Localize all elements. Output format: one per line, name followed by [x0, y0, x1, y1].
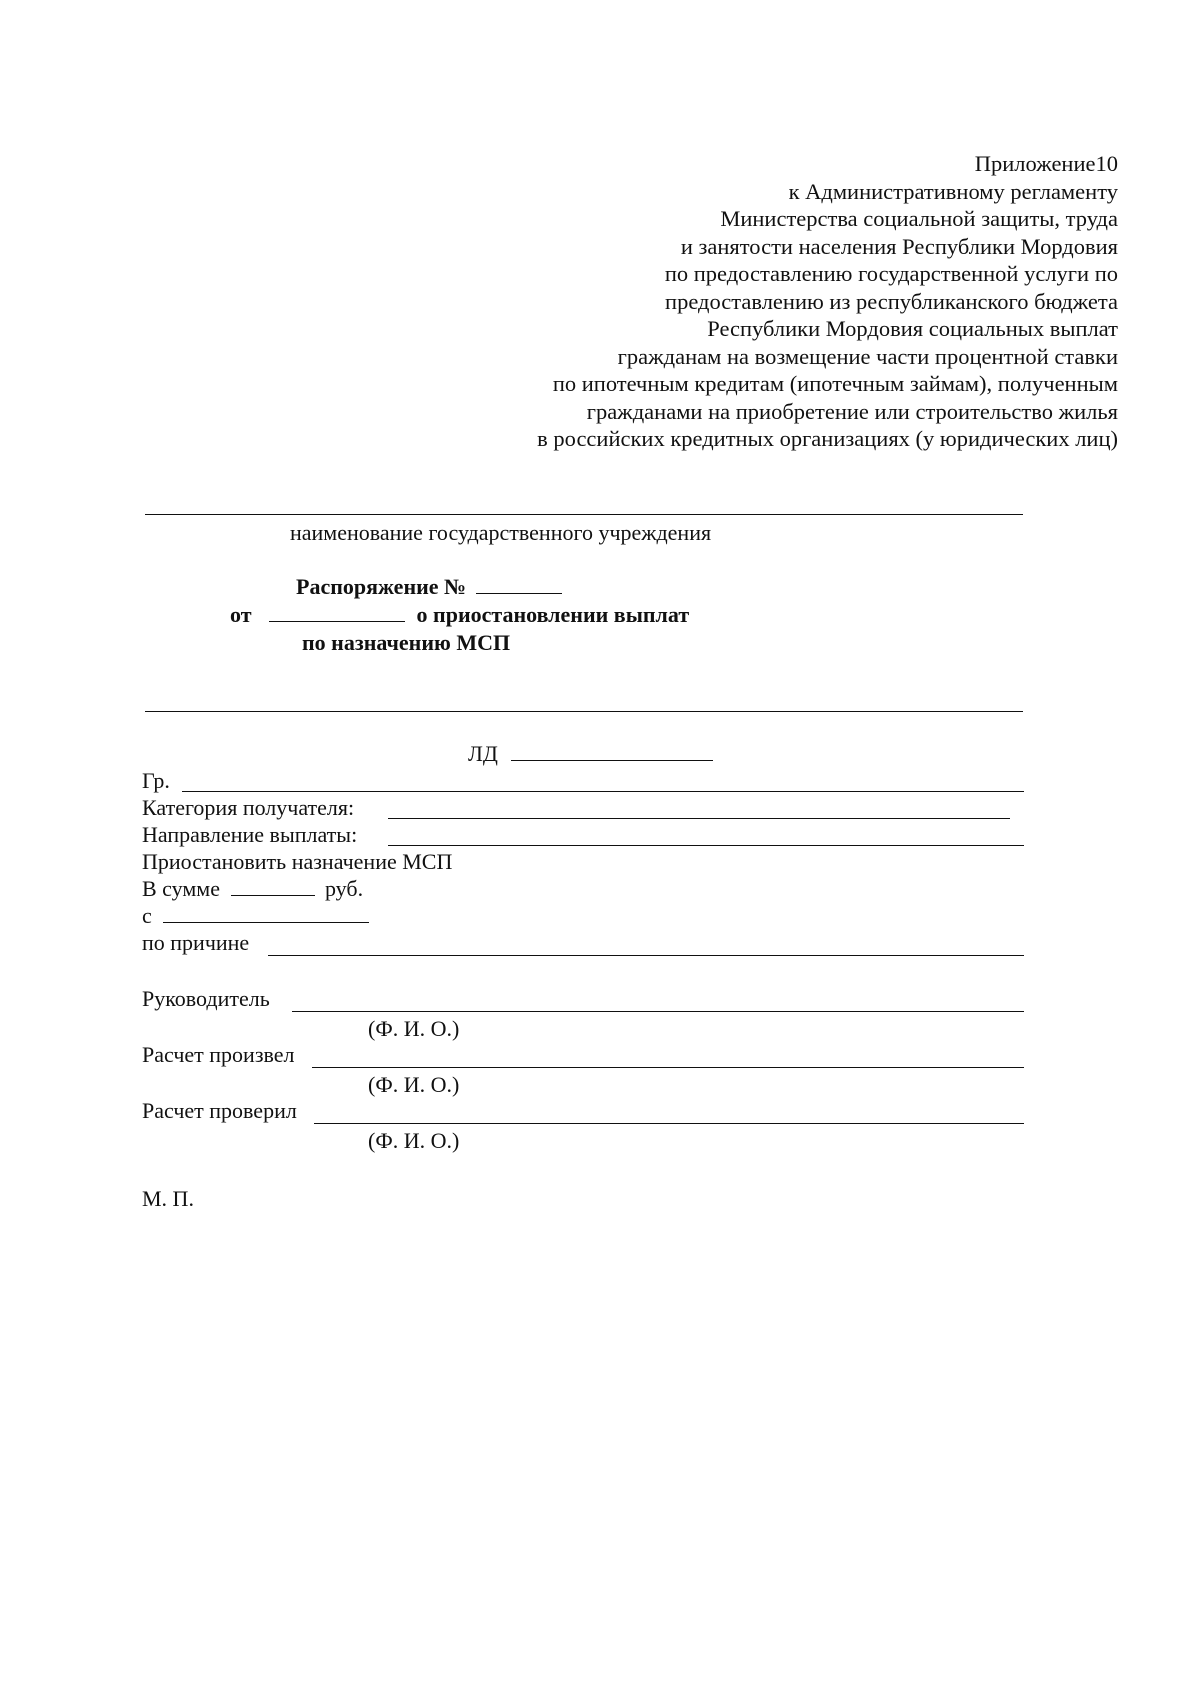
suspend-text: Приостановить назначение МСП — [142, 849, 453, 874]
appendix-header — [537, 150, 1118, 453]
citizen-field[interactable] — [182, 791, 1024, 792]
calculated-label: Расчет произвел — [142, 1042, 295, 1067]
checked-fio-caption: (Ф. И. О.) — [368, 1128, 460, 1153]
appendix-line: и занятости населения Республики Мордовия — [680, 233, 1118, 259]
appendix-line: по предоставлению государственной услуги по — [664, 261, 1118, 286]
ld-field[interactable] — [511, 742, 713, 761]
amount-label: В сумме — [142, 876, 220, 901]
stamp-label: М. П. — [142, 1186, 194, 1211]
appendix-line: Приложение10 — [974, 151, 1118, 176]
from-date-field[interactable] — [163, 904, 369, 923]
appendix-line: в российских кредитных организациях (у юридических лиц) — [537, 426, 1118, 451]
head-signature-field[interactable] — [292, 1011, 1024, 1012]
calculated-signature-field[interactable] — [312, 1067, 1024, 1068]
direction-field[interactable] — [388, 845, 1024, 846]
ld-row — [468, 741, 713, 767]
appendix-line: по ипотечным кредитам (ипотечным займам), полученным — [552, 371, 1118, 396]
category-field[interactable] — [388, 818, 1010, 819]
citizen-label: Гр. — [142, 768, 170, 793]
order-title — [296, 574, 562, 600]
ld-label: ЛД — [468, 741, 498, 766]
appendix-line: Республики Мордовия социальных выплат — [707, 316, 1118, 341]
appendix-line: Министерства социальной защиты, труда — [720, 206, 1118, 231]
institution-name-field[interactable] — [145, 514, 1023, 515]
appendix-line: гражданам на возмещение части процентной ставки — [617, 343, 1118, 369]
checked-label: Расчет проверил — [142, 1098, 297, 1123]
order-subject-line2: по назначению МСП — [302, 630, 511, 655]
appendix-line: к Административному регламенту — [788, 178, 1118, 204]
checked-signature-field[interactable] — [314, 1123, 1024, 1124]
currency-label: руб. — [324, 876, 364, 901]
institution-caption: наименование государственного учреждения — [290, 520, 712, 545]
order-title-label: Распоряжение № — [296, 574, 467, 599]
reason-field[interactable] — [268, 955, 1024, 956]
separator-line — [145, 711, 1023, 712]
from-date-label: с — [142, 903, 152, 928]
order-subject-line1: о приостановлении выплат — [416, 602, 690, 627]
appendix-line: предоставлению из республиканского бюджета — [665, 288, 1118, 314]
reason-label: по причине — [142, 930, 250, 955]
from-date-row — [142, 903, 369, 929]
direction-label: Направление выплаты: — [142, 822, 358, 847]
amount-row — [142, 876, 363, 902]
calculated-fio-caption: (Ф. И. О.) — [368, 1072, 460, 1097]
head-fio-caption: (Ф. И. О.) — [368, 1016, 460, 1041]
order-subject — [230, 602, 689, 628]
head-label: Руководитель — [142, 986, 270, 1011]
order-number-field[interactable] — [476, 575, 562, 594]
appendix-line: гражданами на приобретение или строительство жилья — [586, 398, 1118, 424]
order-date-field[interactable] — [269, 603, 405, 622]
amount-field[interactable] — [231, 877, 315, 896]
category-label: Категория получателя: — [142, 795, 355, 820]
order-from-label: от — [230, 602, 252, 627]
